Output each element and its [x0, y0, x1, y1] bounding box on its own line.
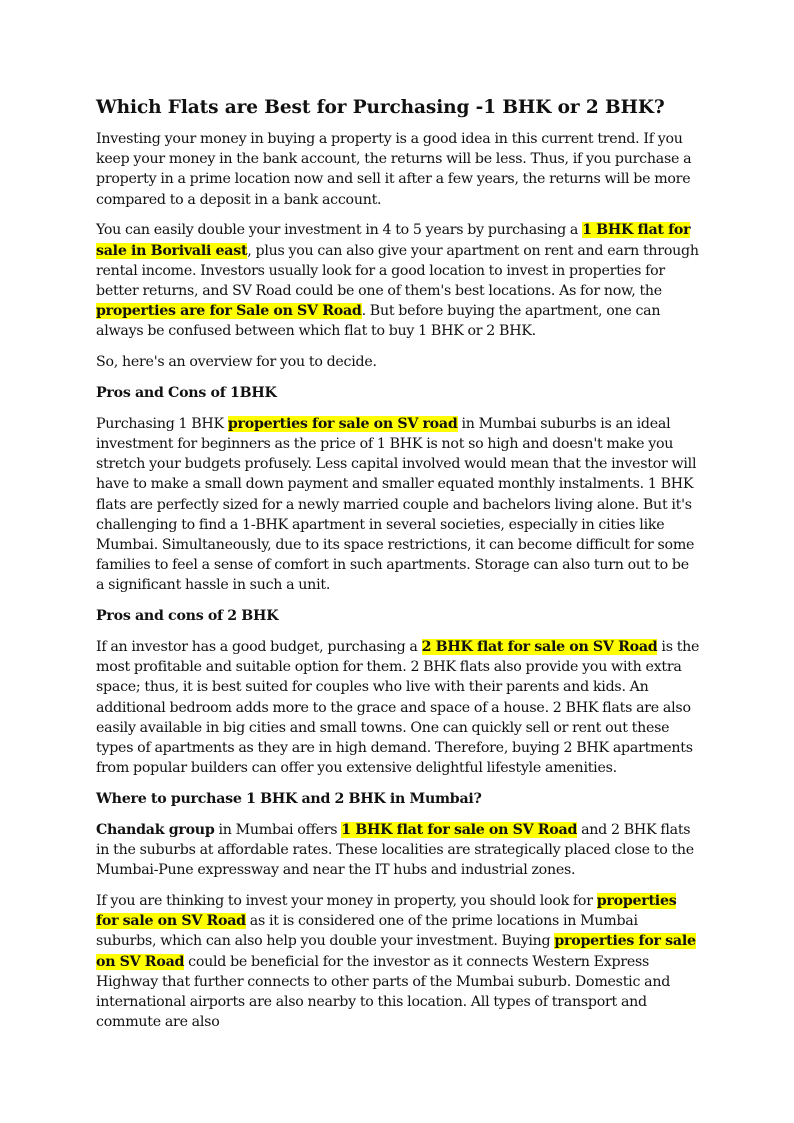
paragraph-intro: Investing your money in buying a property is a good idea in this current trend. If you keep your money in the bank account, the returns will be less. Thus, if you purchase a property in a prime location now and sell it after a few years, the returns will be more compared to a deposit in a bank account.: [96, 131, 692, 208]
paragraph-chandak: [96, 820, 700, 881]
section-heading-2bhk: Pros and cons of 2 BHK: [96, 608, 279, 625]
text-run: . But before buying the apartment, one can always be confused between which flat to buy 1 BHK or 2 BHK.: [96, 303, 661, 340]
highlighted-keyword: properties for sale on SV Road: [96, 893, 677, 930]
document-title: Which Flats are Best for Purchasing -1 BHK or 2 BHK?: [96, 97, 665, 118]
section-heading-1bhk: Pros and Cons of 1BHK: [96, 385, 277, 402]
highlighted-keyword: properties are for Sale on SV Road: [96, 303, 362, 320]
text-run: in Mumbai offers: [214, 821, 342, 838]
highlighted-keyword: properties for sale on SV road: [227, 415, 458, 432]
highlighted-keyword: properties for sale on SV Road: [96, 933, 696, 970]
text-run: is the most profitable and suitable option for them. 2 BHK flats also provide you with extra space; thus, it is best suited for couples who live with their parents and kids. An additional bedroom adds more to the grace and space of a house. 2 BHK flats are also easily available in big cities and small towns. One can quickly sell or rent out these types of apartments as they are in high demand. Therefore, buying 2 BHK apartments from popular builders can offer you extensive delightful lifestyle amenities.: [96, 639, 700, 777]
document-page: [96, 96, 700, 1043]
text-run: If you are thinking to invest your money in property, you should look for: [96, 893, 597, 910]
section-heading-where: Where to purchase 1 BHK and 2 BHK in Mumbai?: [96, 791, 482, 808]
highlighted-keyword: 2 BHK flat for sale on SV Road: [421, 639, 658, 656]
paragraph-sv-road: [96, 891, 700, 1032]
paragraph-1bhk: [96, 414, 700, 596]
text-run: as it is considered one of the prime locations in Mumbai suburbs, which can also help you double your investment. Buying: [96, 913, 638, 950]
text-run: in Mumbai suburbs is an ideal investment for beginners as the price of 1 BHK is not so high and doesn't make you stretch your budgets profusely. Less capital involved would mean that the investor will have to make a small down payment and smaller equated monthly instalments. 1 BHK flats are perfectly sized for a newly married couple and bachelors living alone. But it's challenging to find a 1-BHK apartment in several societies, especially in cities like Mumbai. Simultaneously, due to its space restrictions, it can become difficult for some families to feel a sense of comfort in such apartments. Storage can also turn out to be a significant hassle in such a unit.: [96, 415, 697, 594]
paragraph-overview: So, here's an overview for you to decide.: [96, 354, 377, 371]
text-run: and 2 BHK flats in the suburbs at affordable rates. These localities are strategically placed close to the Mumbai-Pune expressway and near the IT hubs and industrial zones.: [96, 821, 694, 879]
text-run: Purchasing 1 BHK: [96, 415, 228, 432]
paragraph-double-investment: [96, 220, 700, 341]
highlighted-keyword: 1 BHK flat for sale on SV Road: [341, 821, 578, 838]
highlighted-keyword: 1 BHK flat for sale in Borivali east: [96, 222, 691, 259]
text-run: If an investor has a good budget, purchasing a: [96, 639, 422, 656]
bold-company-name: Chandak group: [96, 821, 215, 838]
text-run: could be beneficial for the investor as it connects Western Express Highway that further connects to other parts of the Mumbai suburb. Domestic and international airports are also nearby to this location. All types of transport and commute are also: [96, 953, 671, 1031]
text-run: , plus you can also give your apartment on rent and earn through rental income. Investors usually look for a good location to invest in properties for better returns, and SV Road could be one of them's best locations. As for now, the: [96, 242, 699, 300]
paragraph-2bhk: [96, 637, 700, 778]
text-run: You can easily double your investment in 4 to 5 years by purchasing a: [96, 222, 583, 239]
